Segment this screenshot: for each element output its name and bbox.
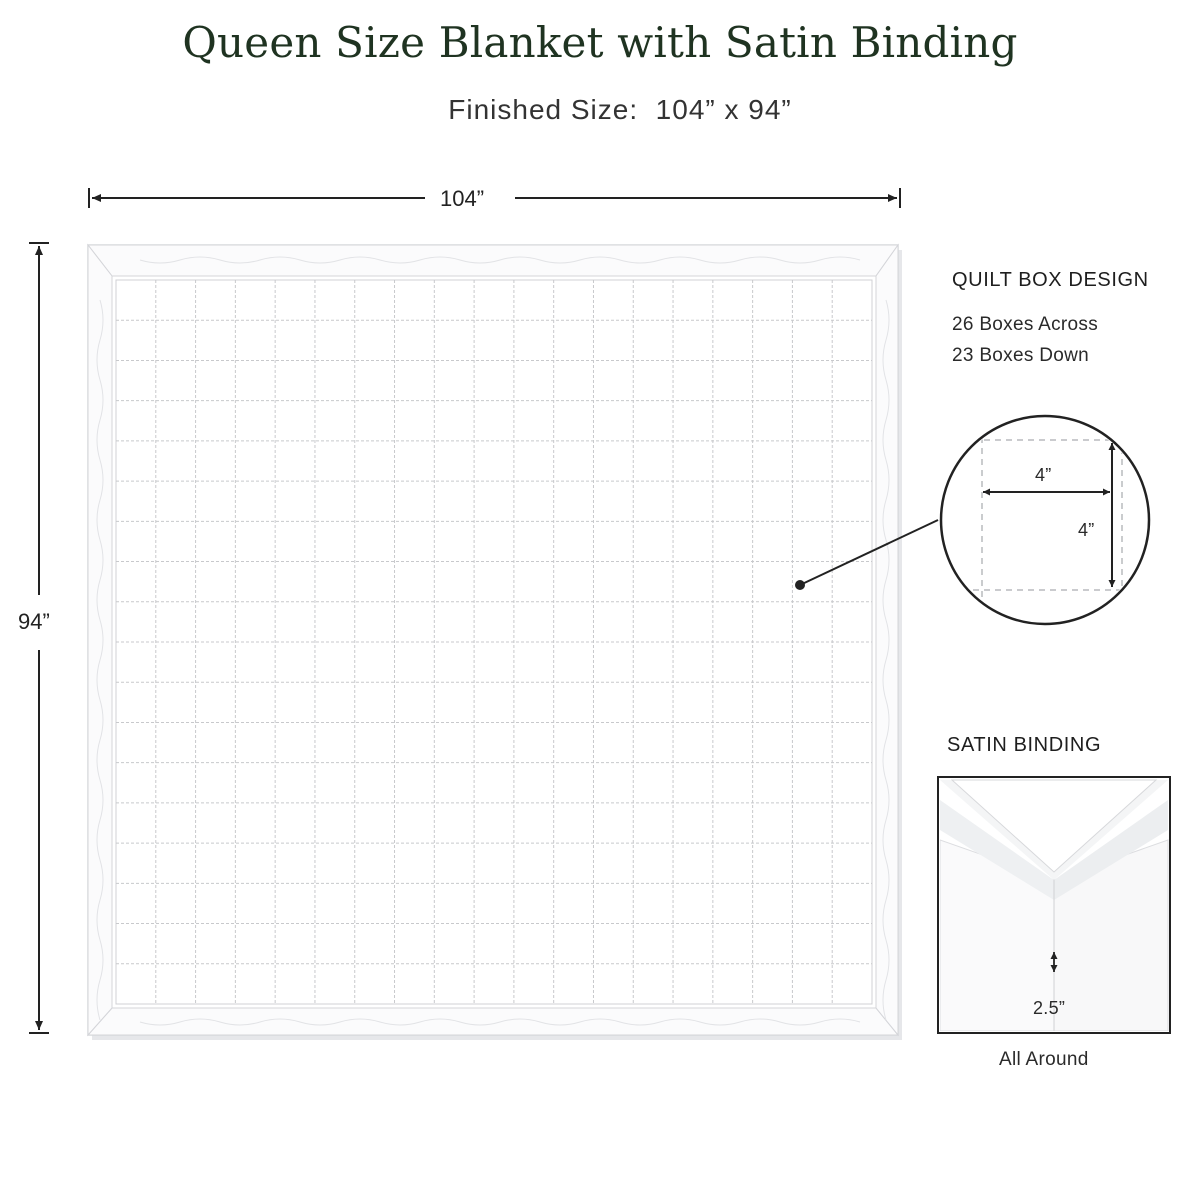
width-dimension-line <box>89 188 900 208</box>
boxes-across-text: 26 Boxes Across <box>952 314 1099 335</box>
box-height-label: 4” <box>1078 520 1095 540</box>
binding-width-label: 2.5” <box>1033 998 1066 1018</box>
quilt-box-zoom <box>940 415 1150 625</box>
boxes-down-text: 23 Boxes Down <box>952 345 1089 366</box>
quilt-box-design-heading: QUILT BOX DESIGN <box>952 269 1149 291</box>
blanket <box>88 245 902 1040</box>
height-label: 94” <box>18 609 50 634</box>
page-title: Queen Size Blanket with Satin Binding <box>182 18 1018 67</box>
satin-binding-heading: SATIN BINDING <box>947 734 1102 756</box>
width-label: 104” <box>440 186 485 211</box>
satin-binding-corner-detail <box>938 777 1170 1033</box>
all-around-caption: All Around <box>999 1049 1089 1070</box>
box-width-label: 4” <box>1035 465 1052 485</box>
finished-size-subtitle: Finished Size: 104” x 94” <box>448 94 792 125</box>
height-dimension-line <box>29 243 49 1033</box>
